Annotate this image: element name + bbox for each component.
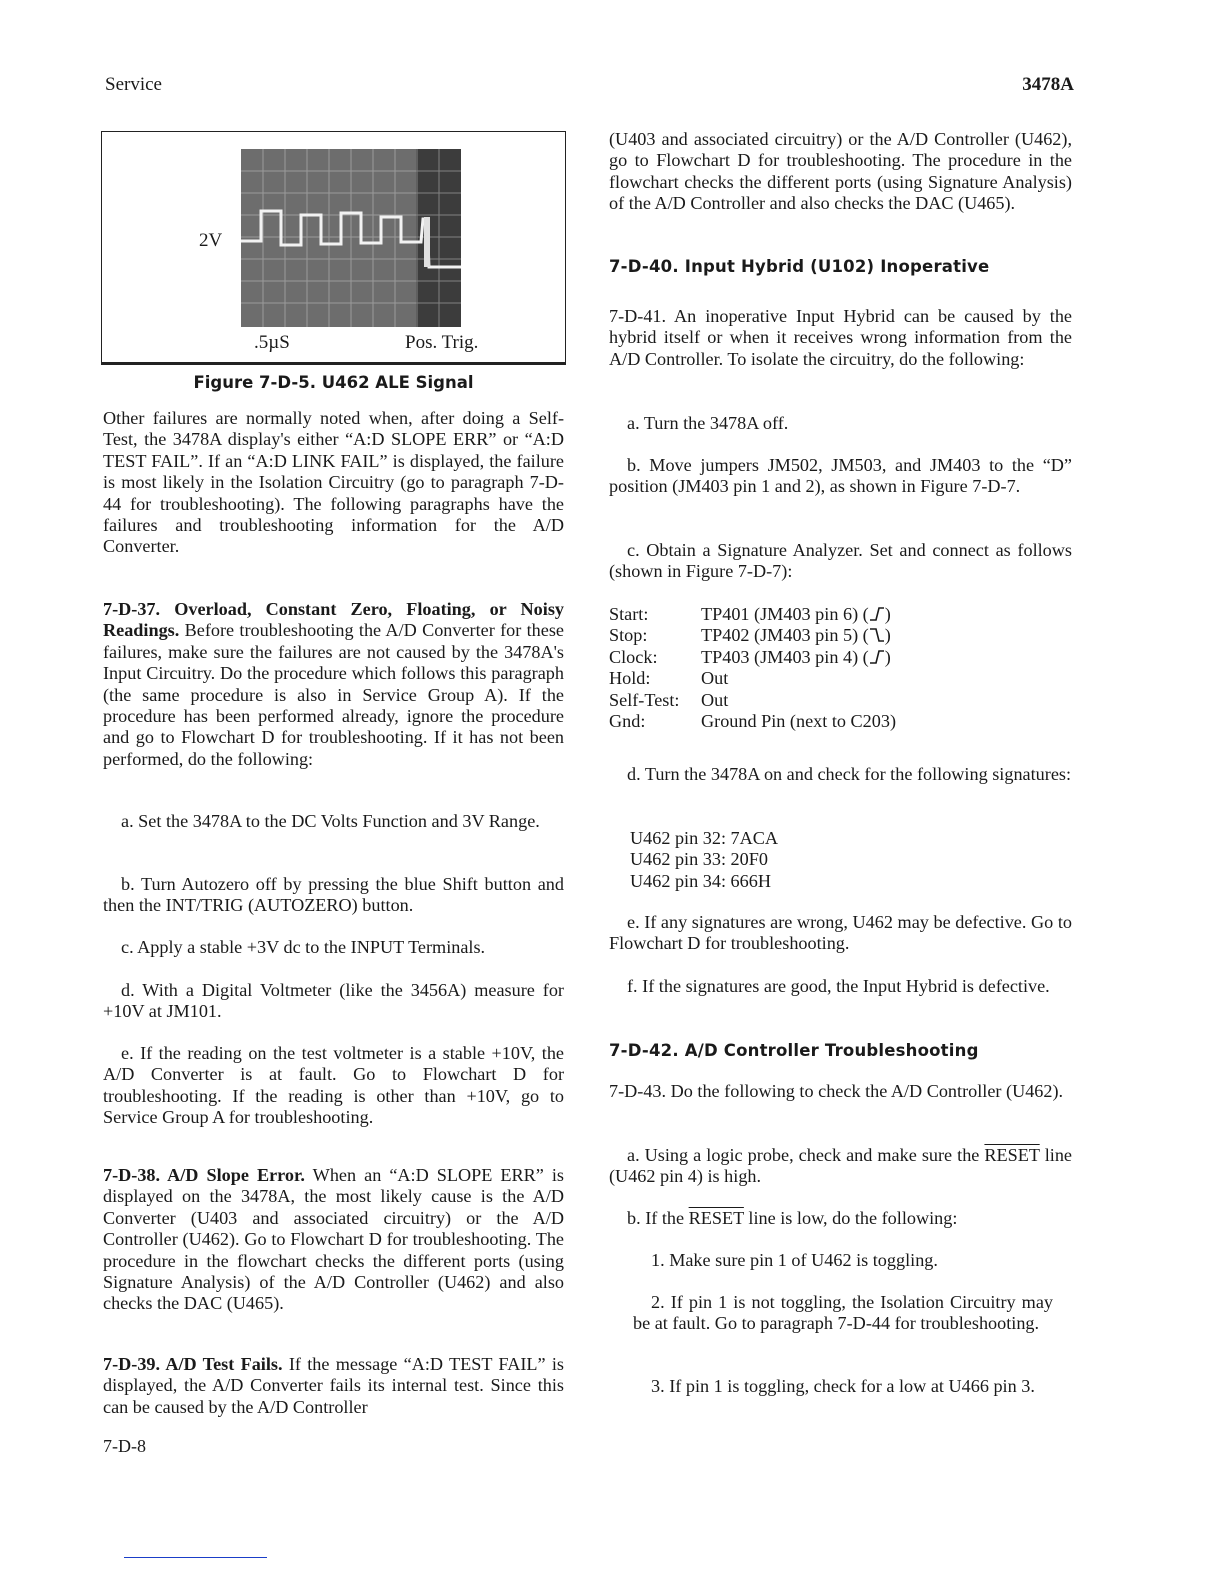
analyzer-setting-row	[609, 690, 1072, 711]
paragraph-7-D-39	[103, 1354, 564, 1418]
signature-pin-33: U462 pin 33: 20F0	[630, 849, 768, 870]
analyzer-setting-value-text: TP403 (JM403 pin 4) (	[701, 646, 869, 667]
analyzer-setting-value-text: Ground Pin (next to C203)	[701, 711, 897, 732]
analyzer-setting-label: Clock:	[609, 646, 658, 667]
heading-7-D-42: 7-D-42. A/D Controller Troubleshooting	[609, 1041, 979, 1060]
body-7-D-39: If the message “A:D TEST FAIL” is displayed, the A/D Converter fails its internal test. Since this can be caused by the A/D Controller	[103, 1354, 564, 1417]
analyzer-setting-value-text: TP401 (JM403 pin 6) (	[701, 604, 869, 624]
hybrid-step-c: c. Obtain a Signature Analyzer. Set and connect as follows (shown in Figure 7-D-7):	[609, 540, 1072, 582]
heading-7-D-38: 7-D-38. A/D Slope Error.	[103, 1165, 305, 1185]
analyzer-setting-close-paren: )	[884, 625, 891, 646]
body-7-D-38: When an “A:D SLOPE ERR” is displayed on the 3478A, the most likely cause is the A/D Converter (U403 and associated circuitry) or the A/D Controller (U462). Go to Flowchart D for troubleshooting. The procedure in the flowchart checks the different ports (using Signature Analysis) of the A/D Controller (U462) and also checks the DAC (U465).	[103, 1165, 564, 1314]
controller-step-b-text-1: b. If the	[627, 1208, 689, 1228]
volts-per-division-label: 2V	[199, 230, 223, 251]
analyzer-setting-row	[609, 668, 1072, 689]
step-d: d. With a Digital Voltmeter (like the 3456A) measure for +10V at JM101.	[103, 980, 564, 1022]
heading-7-D-39: 7-D-39. A/D Test Fails.	[103, 1354, 283, 1374]
body-7-D-37: Before troubleshooting the A/D Converter for these failures, make sure the failures are not caused by the 3478A's Input Circuitry. Do the procedure which follows this paragraph (the same procedure is also in Service Group A). If the procedure has been performed already, ignore the procedure and go to Flowchart D for troubleshooting. If it has not been performed, do the following:	[103, 620, 564, 769]
oscilloscope-figure	[101, 131, 566, 365]
controller-step-b-text-2: line is low, do the following:	[743, 1208, 958, 1228]
falling-edge-icon	[869, 627, 885, 643]
analyzer-setting-label: Hold:	[609, 668, 651, 689]
analyzer-setting-value	[701, 668, 1072, 689]
signature-pin-32: U462 pin 32: 7ACA	[630, 828, 779, 848]
analyzer-setting-row	[609, 604, 1072, 625]
rising-edge-icon	[869, 649, 885, 665]
analyzer-setting-row	[609, 625, 1072, 646]
analyzer-setting-row	[609, 647, 1072, 668]
analyzer-setting-value-text: Out	[701, 689, 729, 710]
analyzer-setting-label: Self-Test:	[609, 689, 680, 710]
controller-step-a-text-2: line (U462 pin 4) is high.	[609, 1145, 1072, 1187]
time-per-division-label: .5µS	[254, 332, 290, 353]
signature-pin-34: U462 pin 34: 666H	[630, 870, 771, 891]
controller-substep-3: 3. If pin 1 is toggling, check for a low at U466 pin 3.	[651, 1376, 1035, 1396]
step-b: b. Turn Autozero off by pressing the blue Shift button and then the INT/TRIG (AUTOZERO) button.	[103, 874, 564, 916]
paragraph-7-D-37	[103, 599, 564, 770]
hybrid-step-f: f. If the signatures are good, the Input Hybrid is defective.	[627, 976, 1050, 996]
hybrid-step-e: e. If any signatures are wrong, U462 may be defective. Go to Flowchart D for troubleshooting.	[609, 912, 1072, 954]
controller-step-b	[609, 1208, 1072, 1229]
paragraph-7-D-38	[103, 1165, 564, 1315]
controller-substep-1: 1. Make sure pin 1 of U462 is toggling.	[651, 1250, 938, 1270]
reset-signal-name: RESET	[688, 1208, 744, 1228]
controller-step-a	[609, 1145, 1072, 1188]
signature-analyzer-settings	[609, 604, 1072, 732]
controller-substep-2: 2. If pin 1 is not toggling, the Isolation Circuitry may be at fault. Go to paragraph 7-D-44 for troubleshooting.	[633, 1292, 1053, 1334]
paragraph-7-D-41: 7-D-41. An inoperative Input Hybrid can be caused by the hybrid itself or when it receives wrong information from the A/D Controller. To isolate the circuitry, do the following:	[609, 306, 1072, 369]
figure-caption: Figure 7-D-5. U462 ALE Signal	[193, 373, 474, 392]
reset-signal-name: RESET	[984, 1145, 1040, 1165]
intro-paragraph: Other failures are normally noted when, after doing a Self-Test, the 3478A display's either “A:D SLOPE ERR” or “A:D TEST FAIL”. If an “A:D LINK FAIL” is displayed, the failure is most likely in the Isolation Circuitry (go to paragraph 7-D-44 for troubleshooting). The following paragraphs have the failures and troubleshooting information for the A/D Converter.	[103, 408, 564, 557]
running-header-model: 3478A	[1022, 74, 1074, 95]
paragraph-7-D-43: 7-D-43. Do the following to check the A/D Controller (U462).	[609, 1081, 1064, 1101]
rising-edge-icon	[869, 606, 885, 622]
analyzer-setting-value	[701, 604, 1072, 625]
analyzer-setting-label: Stop:	[609, 625, 648, 646]
analyzer-setting-label: Start:	[609, 604, 649, 624]
continued-paragraph: (U403 and associated circuitry) or the A/D Controller (U462), go to Flowchart D for troubleshooting. The procedure in the flowchart checks the different ports (using Signature Analysis) of the A/D Controller and also checks the DAC (U465).	[609, 129, 1072, 214]
signature-list	[630, 828, 1093, 892]
analyzer-setting-value	[701, 690, 1072, 711]
analyzer-setting-value-text: TP402 (JM403 pin 5) (	[701, 625, 869, 646]
trigger-label: Pos. Trig.	[405, 332, 479, 353]
running-header-section: Service	[105, 74, 162, 95]
page-number: 7-D-8	[103, 1436, 146, 1456]
hybrid-step-a: a. Turn the 3478A off.	[627, 413, 789, 433]
heading-7-D-40: 7-D-40. Input Hybrid (U102) Inoperative	[609, 257, 990, 276]
analyzer-setting-value	[701, 711, 1072, 732]
step-a: a. Set the 3478A to the DC Volts Function and 3V Range.	[121, 811, 540, 831]
footer-rule	[124, 1557, 267, 1558]
oscilloscope-trace-image	[241, 149, 461, 327]
step-e: e. If the reading on the test voltmeter is a stable +10V, the A/D Converter is at fault. Go to Flowchart D for troubleshooting. If the reading is other than +10V, go to Service Group A for troubleshooting.	[103, 1043, 564, 1128]
analyzer-setting-close-paren: )	[884, 604, 891, 624]
controller-step-a-text-1: a. Using a logic probe, check and make sure the	[627, 1145, 985, 1165]
heading-7-D-37: 7-D-37. Overload, Constant Zero, Floating, or Noisy Readings.	[103, 599, 564, 641]
analyzer-setting-value	[701, 625, 1072, 646]
analyzer-setting-value	[701, 647, 1072, 668]
analyzer-setting-row	[609, 711, 1072, 732]
analyzer-setting-value-text: Out	[701, 668, 729, 689]
hybrid-step-b: b. Move jumpers JM502, JM503, and JM403 to the “D” position (JM403 pin 1 and 2), as shown in Figure 7-D-7.	[609, 455, 1072, 497]
analyzer-setting-close-paren: )	[884, 646, 891, 667]
analyzer-setting-label: Gnd:	[609, 711, 646, 732]
step-c: c. Apply a stable +3V dc to the INPUT Terminals.	[121, 937, 486, 957]
hybrid-step-d: d. Turn the 3478A on and check for the following signatures:	[627, 764, 1072, 784]
